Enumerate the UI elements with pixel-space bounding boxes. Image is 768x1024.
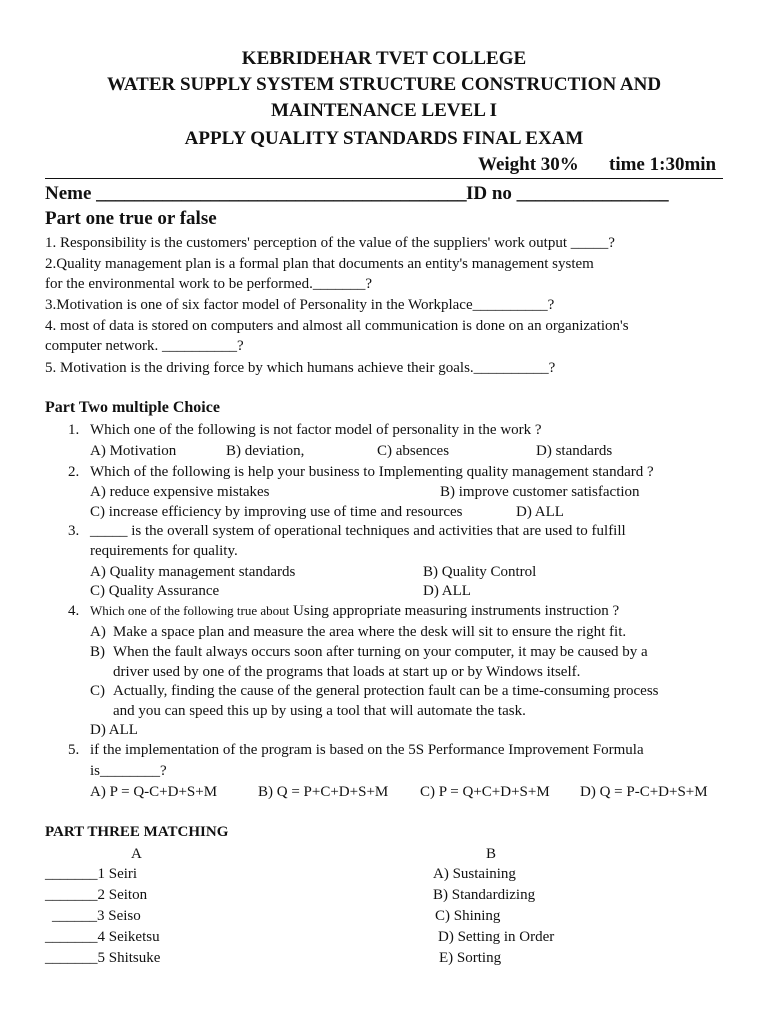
q2-number: 2. xyxy=(68,464,80,480)
q5-option-a: A) P = Q-C+D+S+M xyxy=(90,784,218,800)
part1-line: 4. most of data is stored on computers and almost all communication is done on an organization's xyxy=(45,318,629,334)
program-title-line1: WATER SUPPLY SYSTEM STRUCTURE CONSTRUCTION AND xyxy=(106,74,662,95)
matching-term[interactable]: _______2 Seiton xyxy=(45,887,148,903)
program-title-line2: MAINTENANCE LEVEL I xyxy=(271,100,497,121)
matching-definition: A) Sustaining xyxy=(433,866,516,882)
q4-number: 4. xyxy=(68,603,80,619)
q2-text: Which of the following is help your business to Implementing quality management standard ? xyxy=(90,464,654,480)
matching-definition: E) Sorting xyxy=(439,950,502,966)
q1-option-a: A) Motivation xyxy=(90,443,177,459)
matching-definition: D) Setting in Order xyxy=(438,929,555,945)
q2-option-a: A) reduce expensive mistakes xyxy=(90,484,270,500)
q5-number: 5. xyxy=(68,742,80,758)
q1-text: Which one of the following is not factor model of personality in the work ? xyxy=(90,422,542,438)
q1-number: 1. xyxy=(68,422,80,438)
exam-time: time 1:30min xyxy=(609,154,717,175)
q1-option-b: B) deviation, xyxy=(226,443,305,459)
q5-option-c: C) P = Q+C+D+S+M xyxy=(420,784,550,800)
part1-line: computer network. __________? xyxy=(45,338,244,354)
q3-text: _____ is the overall system of operational techniques and activities that are used to fulfill xyxy=(90,523,626,539)
q5-text: if the implementation of the program is based on the 5S Performance Improvement Formula xyxy=(90,742,644,758)
id-field[interactable]: ID no ________________ xyxy=(466,183,669,204)
q4-option-b-label: B) xyxy=(90,644,105,660)
q4-option-a-label: A) xyxy=(90,624,106,640)
q2-option-d: D) ALL xyxy=(516,504,564,520)
part1-line: 5. Motivation is the driving force by which humans achieve their goals.__________? xyxy=(45,360,556,376)
header-divider xyxy=(45,178,723,179)
name-field[interactable]: Neme _______________________________________ xyxy=(45,183,467,204)
part3-title: PART THREE MATCHING xyxy=(45,824,229,840)
q4-option-c: Actually, finding the cause of the general protection fault can be a time-consuming process xyxy=(113,683,659,699)
q3-option-a: A) Quality management standards xyxy=(90,564,296,580)
q5-text-continued: is________? xyxy=(90,763,167,779)
q3-option-d: D) ALL xyxy=(423,583,471,599)
q5-option-b: B) Q = P+C+D+S+M xyxy=(258,784,389,800)
q4-text xyxy=(90,601,619,621)
exam-weight: Weight 30% xyxy=(478,154,579,175)
part1-line: 3.Motivation is one of six factor model of Personality in the Workplace__________? xyxy=(45,297,555,313)
part1-title: Part one true or false xyxy=(45,208,217,229)
matching-definition: C) Shining xyxy=(435,908,501,924)
q4-option-b: When the fault always occurs soon after turning on your computer, it may be caused by a xyxy=(113,644,648,660)
q4-option-a: Make a space plan and measure the area where the desk will sit to ensure the right fit. xyxy=(113,624,627,640)
college-title: KEBRIDEHAR TVET COLLEGE xyxy=(241,48,527,69)
q4-text-lead: Which one of the following true about xyxy=(90,603,290,618)
q2-option-b: B) improve customer satisfaction xyxy=(440,484,640,500)
q4-option-c-continued: and you can speed this up by using a tool that will automate the task. xyxy=(113,703,526,719)
q4-option-c-label: C) xyxy=(90,683,105,699)
q2-option-c: C) increase efficiency by improving use of time and resources xyxy=(90,504,463,520)
exam-title: APPLY QUALITY STANDARDS FINAL EXAM xyxy=(184,128,584,149)
matching-term[interactable]: _______4 Seiketsu xyxy=(45,929,160,945)
q4-text-rest: Using appropriate measuring instruments instruction ? xyxy=(293,603,620,619)
column-a-heading: A xyxy=(131,846,142,862)
q3-option-c: C) Quality Assurance xyxy=(90,583,220,599)
part1-line: 2.Quality management plan is a formal plan that documents an entity's management system xyxy=(45,256,594,272)
part1-line: 1. Responsibility is the customers' perception of the value of the suppliers' work output _____? xyxy=(45,235,615,251)
q1-option-d: D) standards xyxy=(536,443,613,459)
part2-title: Part Two multiple Choice xyxy=(45,399,220,416)
part1-line: for the environmental work to be performed._______? xyxy=(45,276,372,292)
matching-term[interactable]: ______3 Seiso xyxy=(52,908,141,924)
q3-option-b: B) Quality Control xyxy=(423,564,537,580)
q3-number: 3. xyxy=(68,523,80,539)
q1-option-c: C) absences xyxy=(377,443,450,459)
matching-definition: B) Standardizing xyxy=(433,887,536,903)
q4-option-d: D) ALL xyxy=(90,722,138,738)
matching-term[interactable]: _______1 Seiri xyxy=(45,866,138,882)
column-b-heading: B xyxy=(486,846,497,862)
q3-text-continued: requirements for quality. xyxy=(90,543,238,559)
matching-term[interactable]: _______5 Shitsuke xyxy=(45,950,161,966)
q4-option-b-continued: driver used by one of the programs that loads at start up or by Windows itself. xyxy=(113,664,581,680)
q5-option-d: D) Q = P-C+D+S+M xyxy=(580,784,708,800)
